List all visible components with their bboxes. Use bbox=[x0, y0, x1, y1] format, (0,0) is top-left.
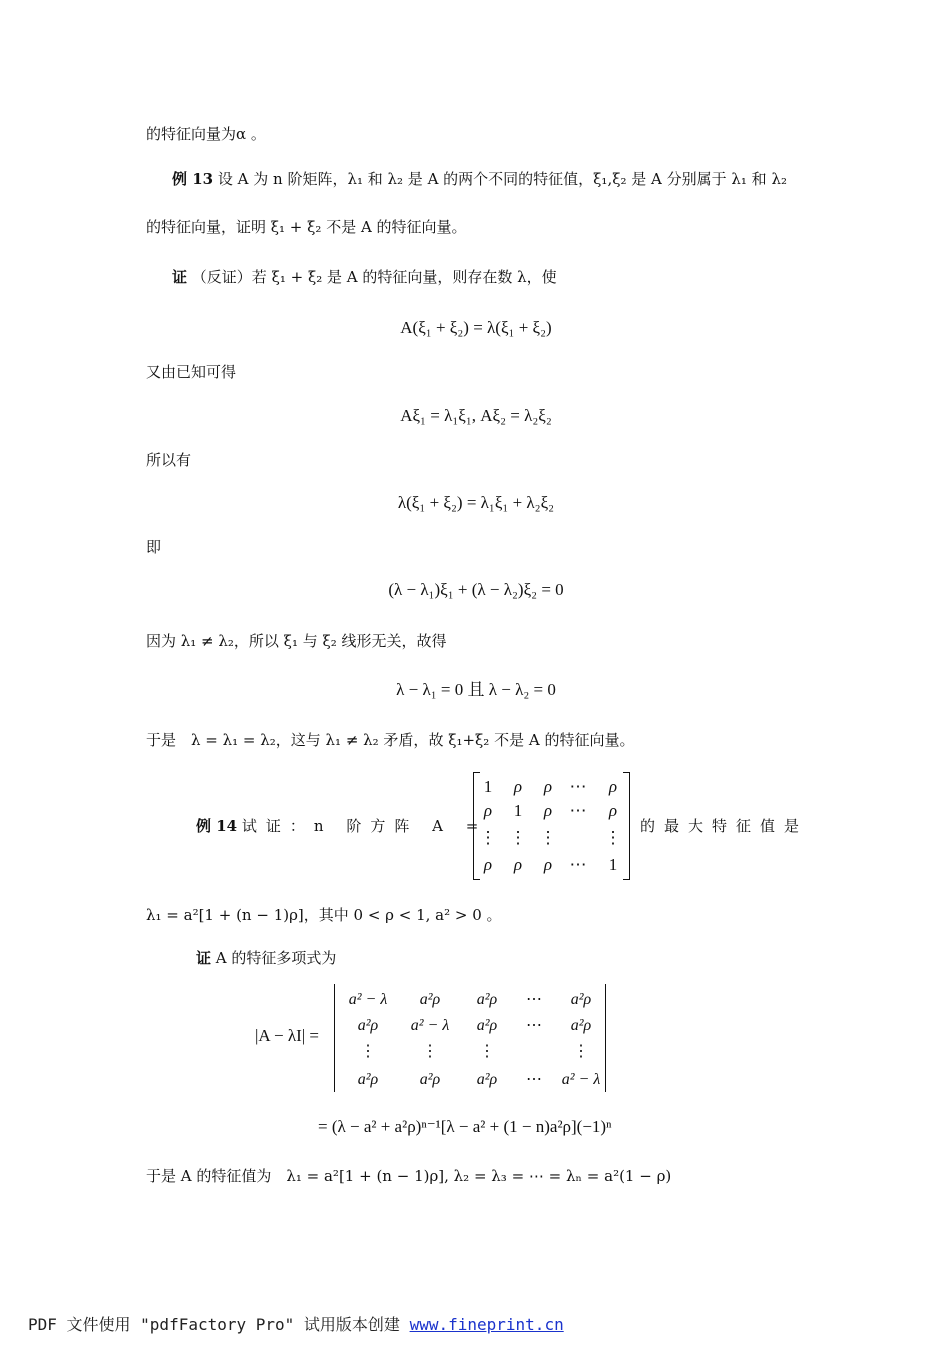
text-line-7: 即 bbox=[146, 538, 162, 556]
matrix-a-cell: ⋯ bbox=[569, 777, 587, 796]
text-line-12: 于是 A 的特征值为 λ₁ = a²[1 + (n − 1)ρ], λ₂ = λ₃ = ⋯ = λₙ = a²(1 − ρ) bbox=[146, 1167, 672, 1185]
example-13-label: 例 13 bbox=[172, 170, 214, 188]
determinant-cell: a²ρ bbox=[476, 1017, 498, 1034]
text-line-6: 所以有 bbox=[146, 451, 192, 469]
determinant-cell: a²ρ bbox=[357, 1071, 379, 1088]
matrix-a-cell: ρ bbox=[483, 855, 493, 874]
determinant-lhs: |A − λI| = bbox=[255, 1026, 319, 1045]
example-14-post: 的最大特征值是 bbox=[640, 817, 809, 835]
matrix-a-cell: ρ bbox=[543, 855, 553, 874]
matrix-a-cell: 1 bbox=[608, 855, 618, 874]
matrix-a-cell: ⋮ bbox=[539, 828, 557, 847]
example-13-paragraph bbox=[172, 169, 787, 189]
proof-paragraph bbox=[172, 267, 557, 287]
text-line-8: 因为 λ₁ ≠ λ₂，所以 ξ₁ 与 ξ₂ 线形无关，故得 bbox=[146, 632, 447, 650]
equation-4: (λ − λ₁)ξ₁ + (λ − λ₂)ξ₂ = 0 bbox=[388, 580, 564, 599]
matrix-a-cell: ρ bbox=[483, 801, 493, 820]
determinant-cell: a²ρ bbox=[570, 991, 592, 1008]
determinant-cell: ⋮ bbox=[479, 1043, 495, 1060]
matrix-a-cell: 1 bbox=[483, 777, 493, 796]
proof-intro: （反证）若 ξ₁ + ξ₂ 是 A 的特征向量，则存在数 λ，使 bbox=[191, 268, 557, 286]
footer-link[interactable]: www.fineprint.cn bbox=[409, 1315, 564, 1334]
determinant-cell: ⋯ bbox=[526, 1071, 542, 1088]
example-14-label: 例 14 bbox=[196, 817, 238, 835]
equation-3: λ(ξ₁ + ξ₂) = λ₁ξ₁ + λ₂ξ₂ bbox=[397, 493, 555, 512]
example-14-pre: 试证：n 阶方阵 A = bbox=[241, 817, 488, 835]
matrix-a-cell: ⋮ bbox=[479, 828, 497, 847]
text-line-10: λ₁ = a²[1 + (n − 1)ρ]，其中 0 < ρ < 1, a² > 0 。 bbox=[146, 906, 502, 924]
example-14-lead bbox=[196, 816, 487, 836]
determinant-cell: a² − λ bbox=[561, 1071, 601, 1088]
determinant-cell: ⋮ bbox=[360, 1043, 376, 1060]
example-13-statement: 设 A 为 n 阶矩阵，λ₁ 和 λ₂ 是 A 的两个不同的特征值，ξ₁,ξ₂ 是 A 分别属于 λ₁ 和 λ₂ bbox=[217, 170, 787, 188]
matrix-a-cell: ρ bbox=[543, 777, 553, 796]
text-line-3: 的特征向量，证明 ξ₁ + ξ₂ 不是 A 的特征向量。 bbox=[146, 218, 467, 236]
matrix-a-cell: ⋯ bbox=[569, 801, 587, 820]
proof-2-intro: A 的特征多项式为 bbox=[215, 949, 337, 967]
determinant-cell: ⋮ bbox=[422, 1043, 438, 1060]
equation-6: = (λ − a² + a²ρ)ⁿ⁻¹[λ − a² + (1 − n)a²ρ](−1)ⁿ bbox=[318, 1117, 612, 1136]
matrix-a-cell: ρ bbox=[608, 801, 618, 820]
text-line-5: 又由已知可得 bbox=[146, 363, 237, 381]
pdf-footer bbox=[28, 1312, 564, 1335]
matrix-a-cell: ⋮ bbox=[604, 828, 622, 847]
text-line-1: 的特征向量为α 。 bbox=[146, 125, 266, 143]
matrix-a-cell: 1 bbox=[513, 801, 523, 820]
determinant-cell: a²ρ bbox=[476, 1071, 498, 1088]
proof-label: 证 bbox=[172, 268, 188, 286]
equation-5: λ − λ₁ = 0 且 λ − λ₂ = 0 bbox=[396, 680, 556, 699]
determinant-cell: ⋯ bbox=[526, 991, 542, 1008]
determinant-cell: a²ρ bbox=[476, 991, 498, 1008]
matrix-a-cell: ρ bbox=[543, 801, 553, 820]
equation-2: Aξ₁ = λ₁ξ₁, Aξ₂ = λ₂ξ₂ bbox=[400, 406, 552, 425]
proof-2-paragraph bbox=[196, 948, 336, 968]
determinant-cell: a²ρ bbox=[419, 991, 441, 1008]
matrix-a-cell: ⋯ bbox=[569, 855, 587, 874]
matrix-a-cell: ρ bbox=[513, 855, 523, 874]
determinant-cell: a² − λ bbox=[348, 991, 388, 1008]
matrix-a-cell: ρ bbox=[513, 777, 523, 796]
determinant-cell: a² − λ bbox=[410, 1017, 450, 1034]
determinant-cell: a²ρ bbox=[357, 1017, 379, 1034]
equation-1: A(ξ₁ + ξ₂) = λ(ξ₁ + ξ₂) bbox=[400, 318, 552, 337]
determinant-cell: ⋯ bbox=[526, 1017, 542, 1034]
determinant-cell: ⋮ bbox=[573, 1043, 589, 1060]
footer-text: PDF 文件使用 "pdfFactory Pro" 试用版本创建 bbox=[28, 1315, 400, 1334]
matrix-a-cell: ⋮ bbox=[509, 828, 527, 847]
determinant-cell: a²ρ bbox=[570, 1017, 592, 1034]
determinant-cell: a²ρ bbox=[419, 1071, 441, 1088]
matrix-a-cell: ρ bbox=[608, 777, 618, 796]
text-line-9: 于是 λ = λ₁ = λ₂，这与 λ₁ ≠ λ₂ 矛盾，故 ξ₁+ξ₂ 不是 A 的特征向量。 bbox=[146, 731, 635, 749]
proof-2-label: 证 bbox=[196, 949, 212, 967]
